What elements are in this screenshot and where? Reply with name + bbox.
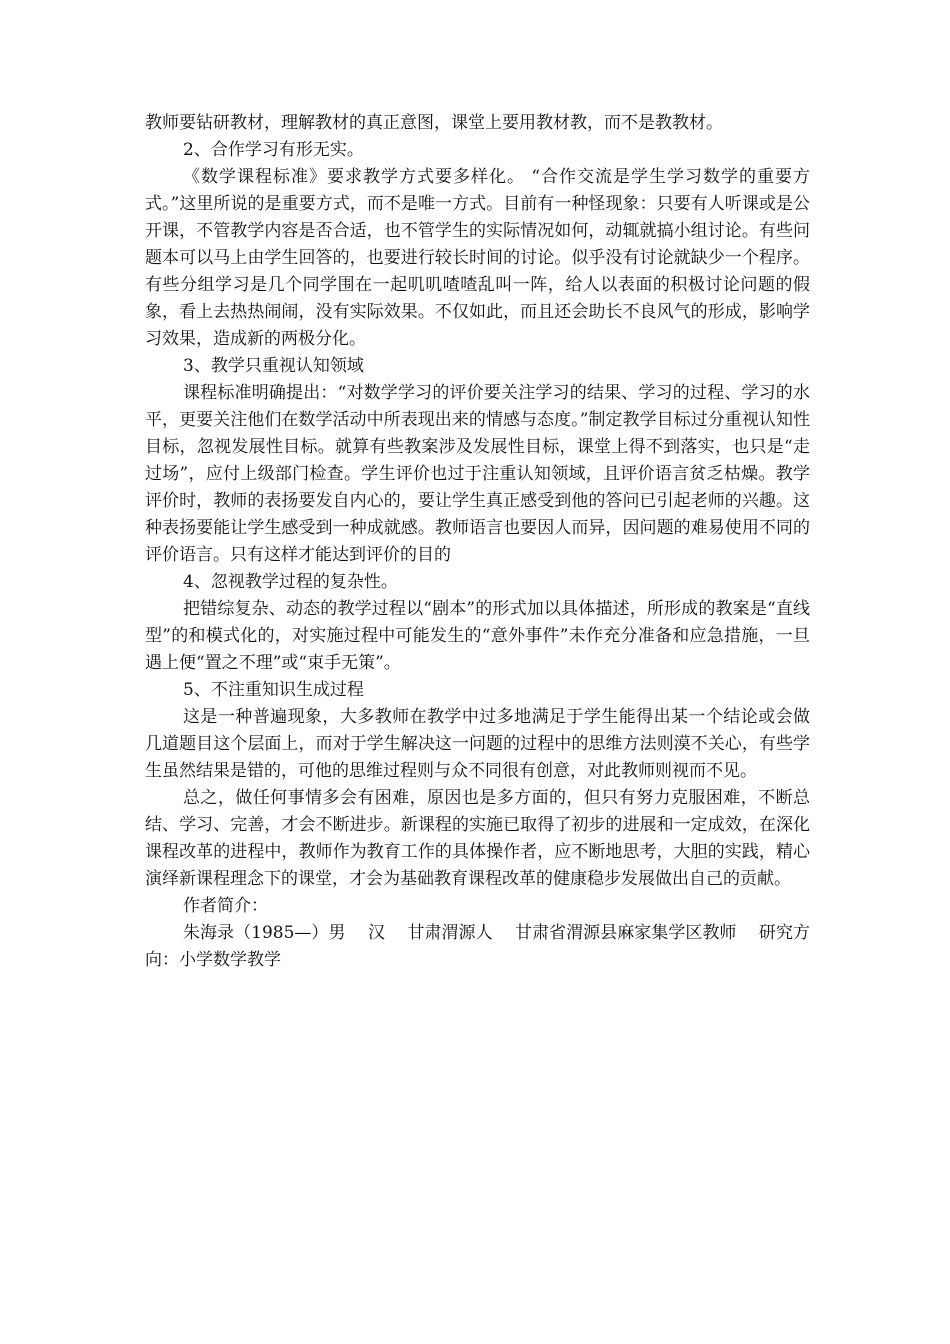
section-heading-3: 3、教学只重视认知领域 [183,356,364,376]
author-intro-text: 朱海录（1985—）男 汉 甘肃渭源人 甘肃省渭源县麻家集学区教师 研究方向：小学数学教学 [145,923,810,970]
document-page [145,110,810,974]
paragraph-continuation: 教师要钻研教材，理解教材的真正意图，课堂上要用教材教，而不是教教材。 [145,113,723,133]
paragraph-teaching-process: 把错综复杂、动态的教学过程以“剧本”的形式加以具体描述，所形成的教案是“直线型”的和模式化的，对实施过程中可能发生的“意外事件”未作充分准备和应急措施，一旦遇上便“置之不理”或“束手无策”。 [145,599,810,673]
paragraph-knowledge-generation: 这是一种普遍现象，大多教师在教学中过多地满足于学生能得出某一个结论或会做几道题目这个层面上，而对于学生解决这一问题的过程中的思维方法则漠不关心，有些学生虽然结果是错的，可他的思维过程则与众不同很有创意，对此教师则视而不见。 [145,707,810,781]
section-heading-2: 2、合作学习有形无实。 [183,140,364,160]
paragraph-conclusion: 总之，做任何事情多会有困难，原因也是多方面的，但只有努力克服困难，不断总结、学习、完善，才会不断进步。新课程的实施已取得了初步的进展和一定成效，在深化课程改革的进程中，教师作为教育工作的具体操作者，应不断地思考，大胆的实践，精心演绎新课程理念下的课堂，才会为基础教育课程改革的健康稳步发展做出自己的贡献。 [145,788,810,889]
author-intro-heading: 作者简介： [183,896,268,916]
section-heading-5: 5、不注重知识生成过程 [183,680,364,700]
paragraph-cooperative-learning: 《数学课程标准》要求教学方式要多样化。 “合作交流是学生学习数学的重要方式。”这里所说的是重要方式，而不是唯一方式。目前有一种怪现象：只要有人听课或是公开课，不管教学内容是否合适，也不管学生的实际情况如何，动辄就搞小组讨论。有些问题本可以马上由学生回答的，也要进行较长时间的讨论。似乎没有讨论就缺少一个程序。有些分组学习是几个同学围在一起叽叽喳喳乱叫一阵，给人以表面的积极讨论问题的假象，看上去热热闹闹，没有实际效果。不仅如此，而且还会助长不良风气的形成，影响学习效果，造成新的两极分化。 [145,167,810,349]
paragraph-evaluation: 课程标准明确提出：“对数学学习的评价要关注学习的结果、学习的过程、学习的水平，更要关注他们在数学活动中所表现出来的情感与态度。”制定教学目标过分重视认知性目标，忽视发展性目标。就算有些教案涉及发展性目标，课堂上得不到落实，也只是“走过场”，应付上级部门检查。学生评价也过于注重认知领域，且评价语言贫乏枯燥。教学评价时，教师的表扬要发自内心的，要让学生真正感受到他的答问已引起老师的兴趣。这种表扬要能让学生感受到一种成就感。教师语言也要因人而异，因问题的难易使用不同的评价语言。只有这样才能达到评价的目的 [145,383,810,565]
section-heading-4: 4、忽视教学过程的复杂性。 [183,572,398,592]
